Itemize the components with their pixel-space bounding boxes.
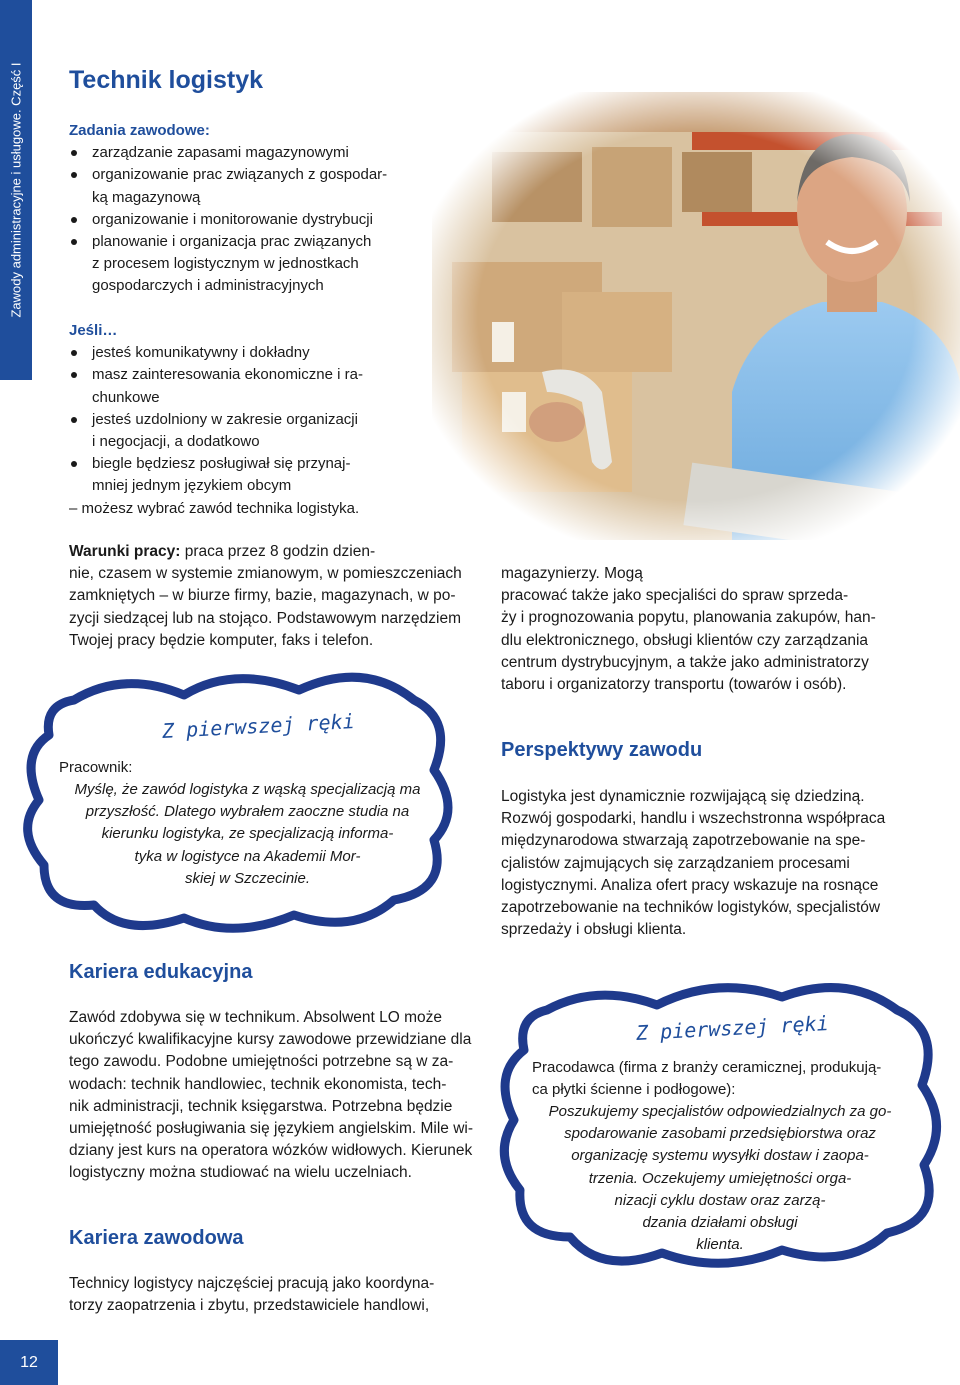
quote2-handwritten-title: Z pierwszej ręki	[635, 1010, 830, 1046]
career-heading: Kariera zawodowa	[69, 1227, 244, 1249]
logistics-worker-photo	[432, 92, 960, 540]
prospects-heading: Perspektywy zawodu	[501, 739, 703, 761]
list-item: zarządzanie zapasami magazynowymi	[69, 142, 429, 164]
list-item: jesteś komunikatywny i dokładny	[69, 342, 429, 364]
page-number: 12	[0, 1340, 58, 1385]
quote1-handwritten-title: Z pierwszej ręki	[161, 708, 356, 744]
if-section	[69, 320, 429, 520]
quote2-text: Poszukujemy specjalistów odpowiedzialnych za go- spodarowanie zasobami przedsiębiorstwa oraz organizację systemu wysyłki dostaw i zaopa- trzenia. Oczekujemy umiejętności orga- nizacji cyklu dostaw oraz zarzą- dzania działami obsługi klienta.	[548, 1103, 892, 1254]
quote1-text: Myślę, że zawód logistyka z wąską specjalizacją ma przyszłość. Dlatego wybrałem zaoczne studia na kierunku logistyka, ze specjalizacją informa- tyka w logistyce na Akademii Mor- skiej w Szczecinie.	[74, 781, 421, 887]
if-heading: Jeśli…	[69, 322, 118, 339]
career-continued-text: magazynierzy. Mogą pracować także jako specjaliści do spraw sprzeda- ży i prognozowania popytu, planowania zakupów, han- dlu elektronicznego, obsługi klientów czy zarządzania centrum dystrybucyjnym, a także jako administratorzy taboru i organizatorzy transportu (towarów i osób).	[501, 565, 876, 694]
sidebar-band	[0, 0, 32, 380]
education-heading: Kariera edukacyjna	[69, 961, 253, 983]
sidebar-series-title: Zawody administracyjne i usługowe. Część I	[8, 62, 24, 318]
career-text: Technicy logistycy najczęściej pracują jako koordyna- torzy zaopatrzenia i zbytu, przedstawiciele handlowi,	[69, 1275, 435, 1315]
work-conditions-text: praca przez 8 godzin dzien- nie, czasem w systemie zmianowym, w pomieszczeniach zamkniętych – w biurze firmy, bazie, magazynach, w po- zycji siedzącej lub na stojąco. Podstawowym narzędziem Twojej pracy będzie komputer, faks i telefon.	[69, 543, 462, 649]
tasks-list	[69, 142, 429, 297]
quote2-label: Pracodawca (firma z branży ceramicznej, produkują- ca płytki ścienne i podłogowe):	[532, 1059, 882, 1099]
list-item: organizowanie i monitorowanie dystrybucji	[69, 209, 429, 231]
list-item: planowanie i organizacja prac związanych z procesem logistycznym w jednostkach gospodarczych i administracyjnych	[69, 231, 429, 298]
prospects-text: Logistyka jest dynamicznie rozwijającą się dziedziną. Rozwój gospodarki, handlu i wszechstronna współpraca międzynarodowa stwarzają zapotrzebowanie na spe- cjalistów zajmujących się zarządzaniem procesami logistycznymi. Analiza ofert pracy wskazuje na rosnące zapotrzebowanie na techników logistyków, specjalistów sprzedaży i obsługi klienta.	[501, 788, 886, 939]
tasks-heading: Zadania zawodowe:	[69, 122, 210, 139]
list-item: biegle będziesz posługiwał się przynaj- mniej jednym językiem obcym	[69, 453, 429, 497]
work-conditions-label: Warunki pracy:	[69, 543, 181, 560]
list-item: jesteś uzdolniony w zakresie organizacji i negocjacji, a dodatkowo	[69, 409, 429, 453]
if-list	[69, 342, 429, 497]
list-item: organizowanie prac związanych z gospodar- ką magazynową	[69, 164, 429, 208]
quote1-label: Pracownik:	[59, 759, 133, 776]
tasks-section	[69, 120, 429, 298]
list-item: masz zainteresowania ekonomiczne i ra- chunkowe	[69, 364, 429, 408]
page-title: Technik logistyk	[69, 66, 264, 94]
work-conditions	[69, 541, 489, 652]
education-text: Zawód zdobywa się w technikum. Absolwent LO może ukończyć kwalifikacyjne kursy zawodowe przewidziane dla tego zawodu. Podobne umiejętności potrzebne są w za- wodach: technik handlowiec, technik ekonomista, tech- nik administracji, technik księgarstwa. Potrzebna będzie umiejętność posługiwania się językiem angielskim. Mile wi- dziany jest kurs na operatora wózków widłowych. Kierunek logistyczny można studiować na wielu uczelniach.	[69, 1009, 474, 1182]
if-conclusion: – możesz wybrać zawód technika logistyka.	[69, 499, 360, 517]
